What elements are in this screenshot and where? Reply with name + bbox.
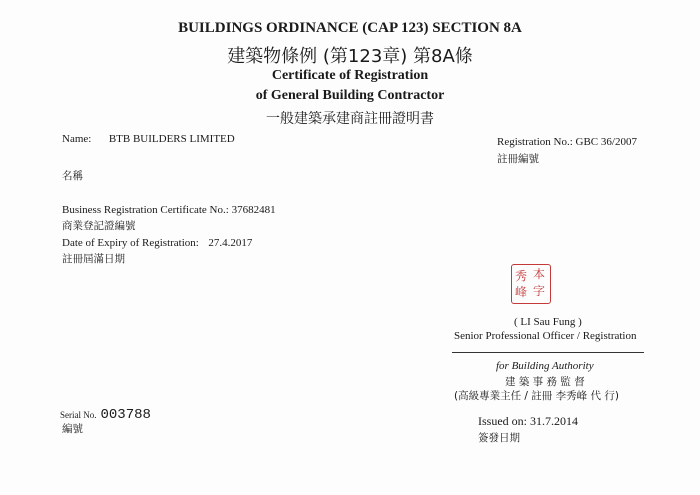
deputy-cjk: (高級專業主任 / 註冊 李秀峰 代 行) <box>454 390 619 402</box>
certificate-title-line2: of General Building Contractor <box>255 88 445 103</box>
signatory-name: ( LI Sau Fung ) <box>514 316 582 328</box>
expiry-value: 27.4.2017 <box>208 237 253 249</box>
serial-label: Serial No. <box>60 410 97 420</box>
issued-row <box>478 414 578 429</box>
expiry-label: Date of Expiry of Registration: <box>62 237 199 249</box>
seal-char-1: 秀 <box>515 269 528 283</box>
official-seal <box>511 264 551 304</box>
certificate-title-line1: Certificate of Registration <box>271 68 429 83</box>
issued-value: 31.7.2014 <box>530 414 578 428</box>
serial-cjk-label: 編號 <box>62 423 83 435</box>
registration-row <box>497 136 637 148</box>
brc-row <box>62 204 276 216</box>
issued-cjk-label: 簽發日期 <box>478 432 520 444</box>
signatory-title: Senior Professional Officer / Registration <box>454 330 637 342</box>
registration-label: Registration No.: <box>497 136 573 148</box>
seal-char-3: 峰 <box>515 285 528 299</box>
seal-char-2: 本 <box>533 267 546 281</box>
ordinance-heading-cjk: 建築物條例 (第123章) 第8A條 <box>227 46 473 67</box>
for-building-authority: for Building Authority <box>496 360 594 372</box>
signature-rule <box>452 352 644 353</box>
expiry-cjk-label: 註冊屆滿日期 <box>62 253 125 265</box>
authority-cjk: 建 築 事 務 監 督 <box>505 376 585 388</box>
issued-label: Issued on: <box>478 414 527 428</box>
registration-value: GBC 36/2007 <box>575 136 637 148</box>
brc-cjk-label: 商業登記證編號 <box>62 220 136 232</box>
seal-char-4: 字 <box>533 284 546 298</box>
name-cjk-label: 名稱 <box>62 170 83 182</box>
name-label: Name: <box>62 133 92 145</box>
registration-cjk-label: 註冊編號 <box>497 153 539 165</box>
name-value: BTB BUILDERS LIMITED <box>108 133 235 145</box>
name-row <box>62 133 235 145</box>
serial-value: 003788 <box>100 407 151 423</box>
brc-value: 37682481 <box>231 204 276 216</box>
brc-label: Business Registration Certificate No.: <box>62 204 229 216</box>
expiry-row <box>62 237 252 249</box>
certificate-title-cjk: 一般建築承建商註冊證明書 <box>266 111 434 127</box>
ordinance-heading: BUILDINGS ORDINANCE (CAP 123) SECTION 8A <box>178 20 522 36</box>
